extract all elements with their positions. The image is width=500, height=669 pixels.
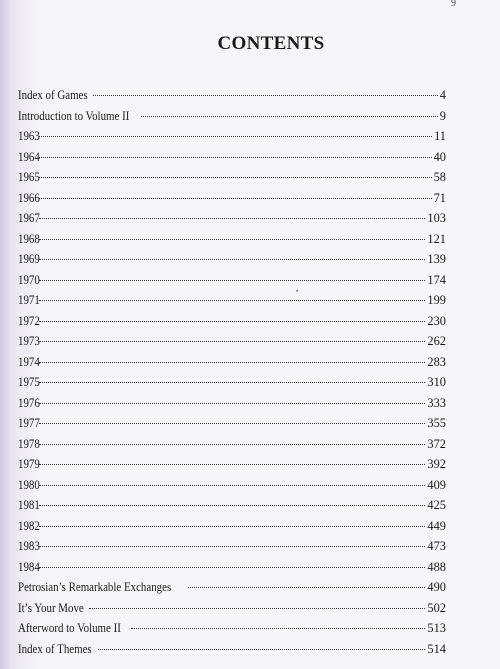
toc-entry-label: 1969 xyxy=(18,252,40,266)
toc-entry xyxy=(18,601,446,622)
print-speck: ▪ xyxy=(296,287,299,295)
page-title: CONTENTS xyxy=(217,33,325,54)
toc-entry xyxy=(18,334,446,355)
toc-entry-label: 1967 xyxy=(18,211,40,225)
dot-leader xyxy=(39,321,426,322)
dot-leader xyxy=(39,341,426,342)
toc-entry-label: 1982 xyxy=(18,518,40,533)
dot-leader xyxy=(141,116,438,117)
toc-entry xyxy=(18,416,446,437)
toc-entry xyxy=(18,191,446,212)
toc-entry xyxy=(18,252,446,273)
toc-entry xyxy=(18,293,446,314)
dot-leader xyxy=(39,444,426,445)
toc-entry xyxy=(18,109,446,130)
toc-entry xyxy=(18,375,446,396)
toc-entry-page-number: 449 xyxy=(427,518,446,533)
toc-entry xyxy=(18,560,446,581)
toc-entry-label: 1968 xyxy=(18,231,40,246)
toc-entry-label: 1974 xyxy=(18,354,40,369)
toc-entry xyxy=(18,498,446,519)
toc-entry-page-number: 230 xyxy=(427,313,446,328)
toc-entry-page-number: 58 xyxy=(433,170,446,184)
dot-leader xyxy=(93,95,438,96)
toc-entry xyxy=(18,88,446,109)
dot-leader xyxy=(39,485,426,486)
toc-entry-label: 1976 xyxy=(18,395,40,410)
toc-entry-page-number: 473 xyxy=(427,539,446,553)
dot-leader xyxy=(39,280,426,281)
dot-leader xyxy=(39,218,426,219)
dot-leader xyxy=(39,505,426,506)
dot-leader xyxy=(39,198,432,199)
toc-entry-label: 1981 xyxy=(18,498,40,512)
toc-entry xyxy=(18,273,446,294)
toc-entry xyxy=(18,150,446,171)
toc-entry xyxy=(18,539,446,560)
toc-entry-page-number: 283 xyxy=(427,354,446,369)
toc-entry-page-number: 425 xyxy=(427,498,446,512)
toc-entry-page-number: 310 xyxy=(427,375,446,389)
toc-entry xyxy=(18,437,446,458)
dot-leader xyxy=(39,177,432,178)
toc-entry-label: 1972 xyxy=(18,313,40,328)
toc-entry xyxy=(18,457,446,478)
toc-entry-page-number: 4 xyxy=(439,88,446,102)
dot-leader xyxy=(39,300,426,301)
toc-entry xyxy=(18,129,446,150)
toc-entry-label: 1979 xyxy=(18,457,40,471)
toc-entry-page-number: 490 xyxy=(427,580,446,594)
toc-entry-label: Introduction to Volume II xyxy=(18,108,130,123)
toc-entry-page-number: 262 xyxy=(427,334,446,348)
toc-entry-page-number: 139 xyxy=(427,252,446,266)
toc-entry-label: It’s Your Move xyxy=(18,600,84,615)
dot-leader xyxy=(39,382,426,383)
dot-leader xyxy=(39,157,432,158)
dot-leader xyxy=(131,628,426,629)
toc-entry xyxy=(18,211,446,232)
dot-leader xyxy=(188,587,425,588)
toc-entry xyxy=(18,519,446,540)
toc-entry xyxy=(18,396,446,417)
toc-entry-page-number: 103 xyxy=(427,211,446,225)
toc-entry-page-number: 199 xyxy=(427,293,446,307)
toc-entry-page-number: 355 xyxy=(427,416,446,430)
dot-leader xyxy=(39,403,426,404)
toc-entry-page-number: 71 xyxy=(433,190,446,205)
toc-entry-label: 1975 xyxy=(18,375,40,389)
toc-entry-page-number: 488 xyxy=(427,559,446,574)
dot-leader xyxy=(39,362,426,363)
toc-entry xyxy=(18,580,446,601)
table-of-contents xyxy=(18,88,446,662)
toc-entry-label: 1966 xyxy=(18,190,40,205)
dot-leader xyxy=(39,526,426,527)
toc-entry-page-number: 409 xyxy=(427,477,446,492)
toc-entry xyxy=(18,232,446,253)
toc-entry xyxy=(18,314,446,335)
toc-entry-label: 1965 xyxy=(18,170,40,184)
toc-entry-page-number: 333 xyxy=(427,395,446,410)
toc-entry-label: 1983 xyxy=(18,539,40,553)
dot-leader xyxy=(98,649,426,650)
toc-entry-page-number: 121 xyxy=(427,231,446,246)
toc-entry xyxy=(18,170,446,191)
toc-entry-label: Index of Themes xyxy=(18,641,92,656)
toc-entry-label: 1971 xyxy=(18,293,40,307)
toc-entry-page-number: 514 xyxy=(427,641,446,656)
toc-entry-label: 1964 xyxy=(18,149,40,164)
dot-leader xyxy=(39,239,426,240)
toc-entry-page-number: 372 xyxy=(427,436,446,451)
toc-entry-label: 1977 xyxy=(18,416,40,430)
toc-entry-label: 1963 xyxy=(18,129,40,143)
dot-leader xyxy=(39,259,426,260)
dot-leader xyxy=(39,423,426,424)
toc-entry xyxy=(18,355,446,376)
toc-entry-page-number: 513 xyxy=(427,621,446,635)
toc-entry-label: 1970 xyxy=(18,272,40,287)
toc-entry xyxy=(18,478,446,499)
dot-leader xyxy=(39,546,426,547)
dot-leader xyxy=(39,567,426,568)
toc-entry xyxy=(18,642,446,663)
toc-entry-page-number: 174 xyxy=(427,272,446,287)
toc-entry-label: Index of Games xyxy=(18,88,88,102)
dot-leader xyxy=(39,464,426,465)
corner-mark: 9 xyxy=(451,0,456,9)
toc-entry-label: 1980 xyxy=(18,477,40,492)
toc-entry-label: 1984 xyxy=(18,559,40,574)
toc-entry-page-number: 40 xyxy=(433,149,446,164)
dot-leader xyxy=(89,608,426,609)
toc-entry-label: 1978 xyxy=(18,436,40,451)
toc-entry-label: Petrosian’s Remarkable Exchanges xyxy=(18,580,172,594)
dot-leader xyxy=(39,136,432,137)
toc-entry-label: Afterword to Volume II xyxy=(18,621,121,635)
toc-entry-page-number: 11 xyxy=(434,129,446,143)
toc-entry-page-number: 9 xyxy=(439,108,446,123)
toc-entry-page-number: 392 xyxy=(427,457,446,471)
toc-entry-label: 1973 xyxy=(18,334,40,348)
toc-entry xyxy=(18,621,446,642)
toc-entry-page-number: 502 xyxy=(427,600,446,615)
